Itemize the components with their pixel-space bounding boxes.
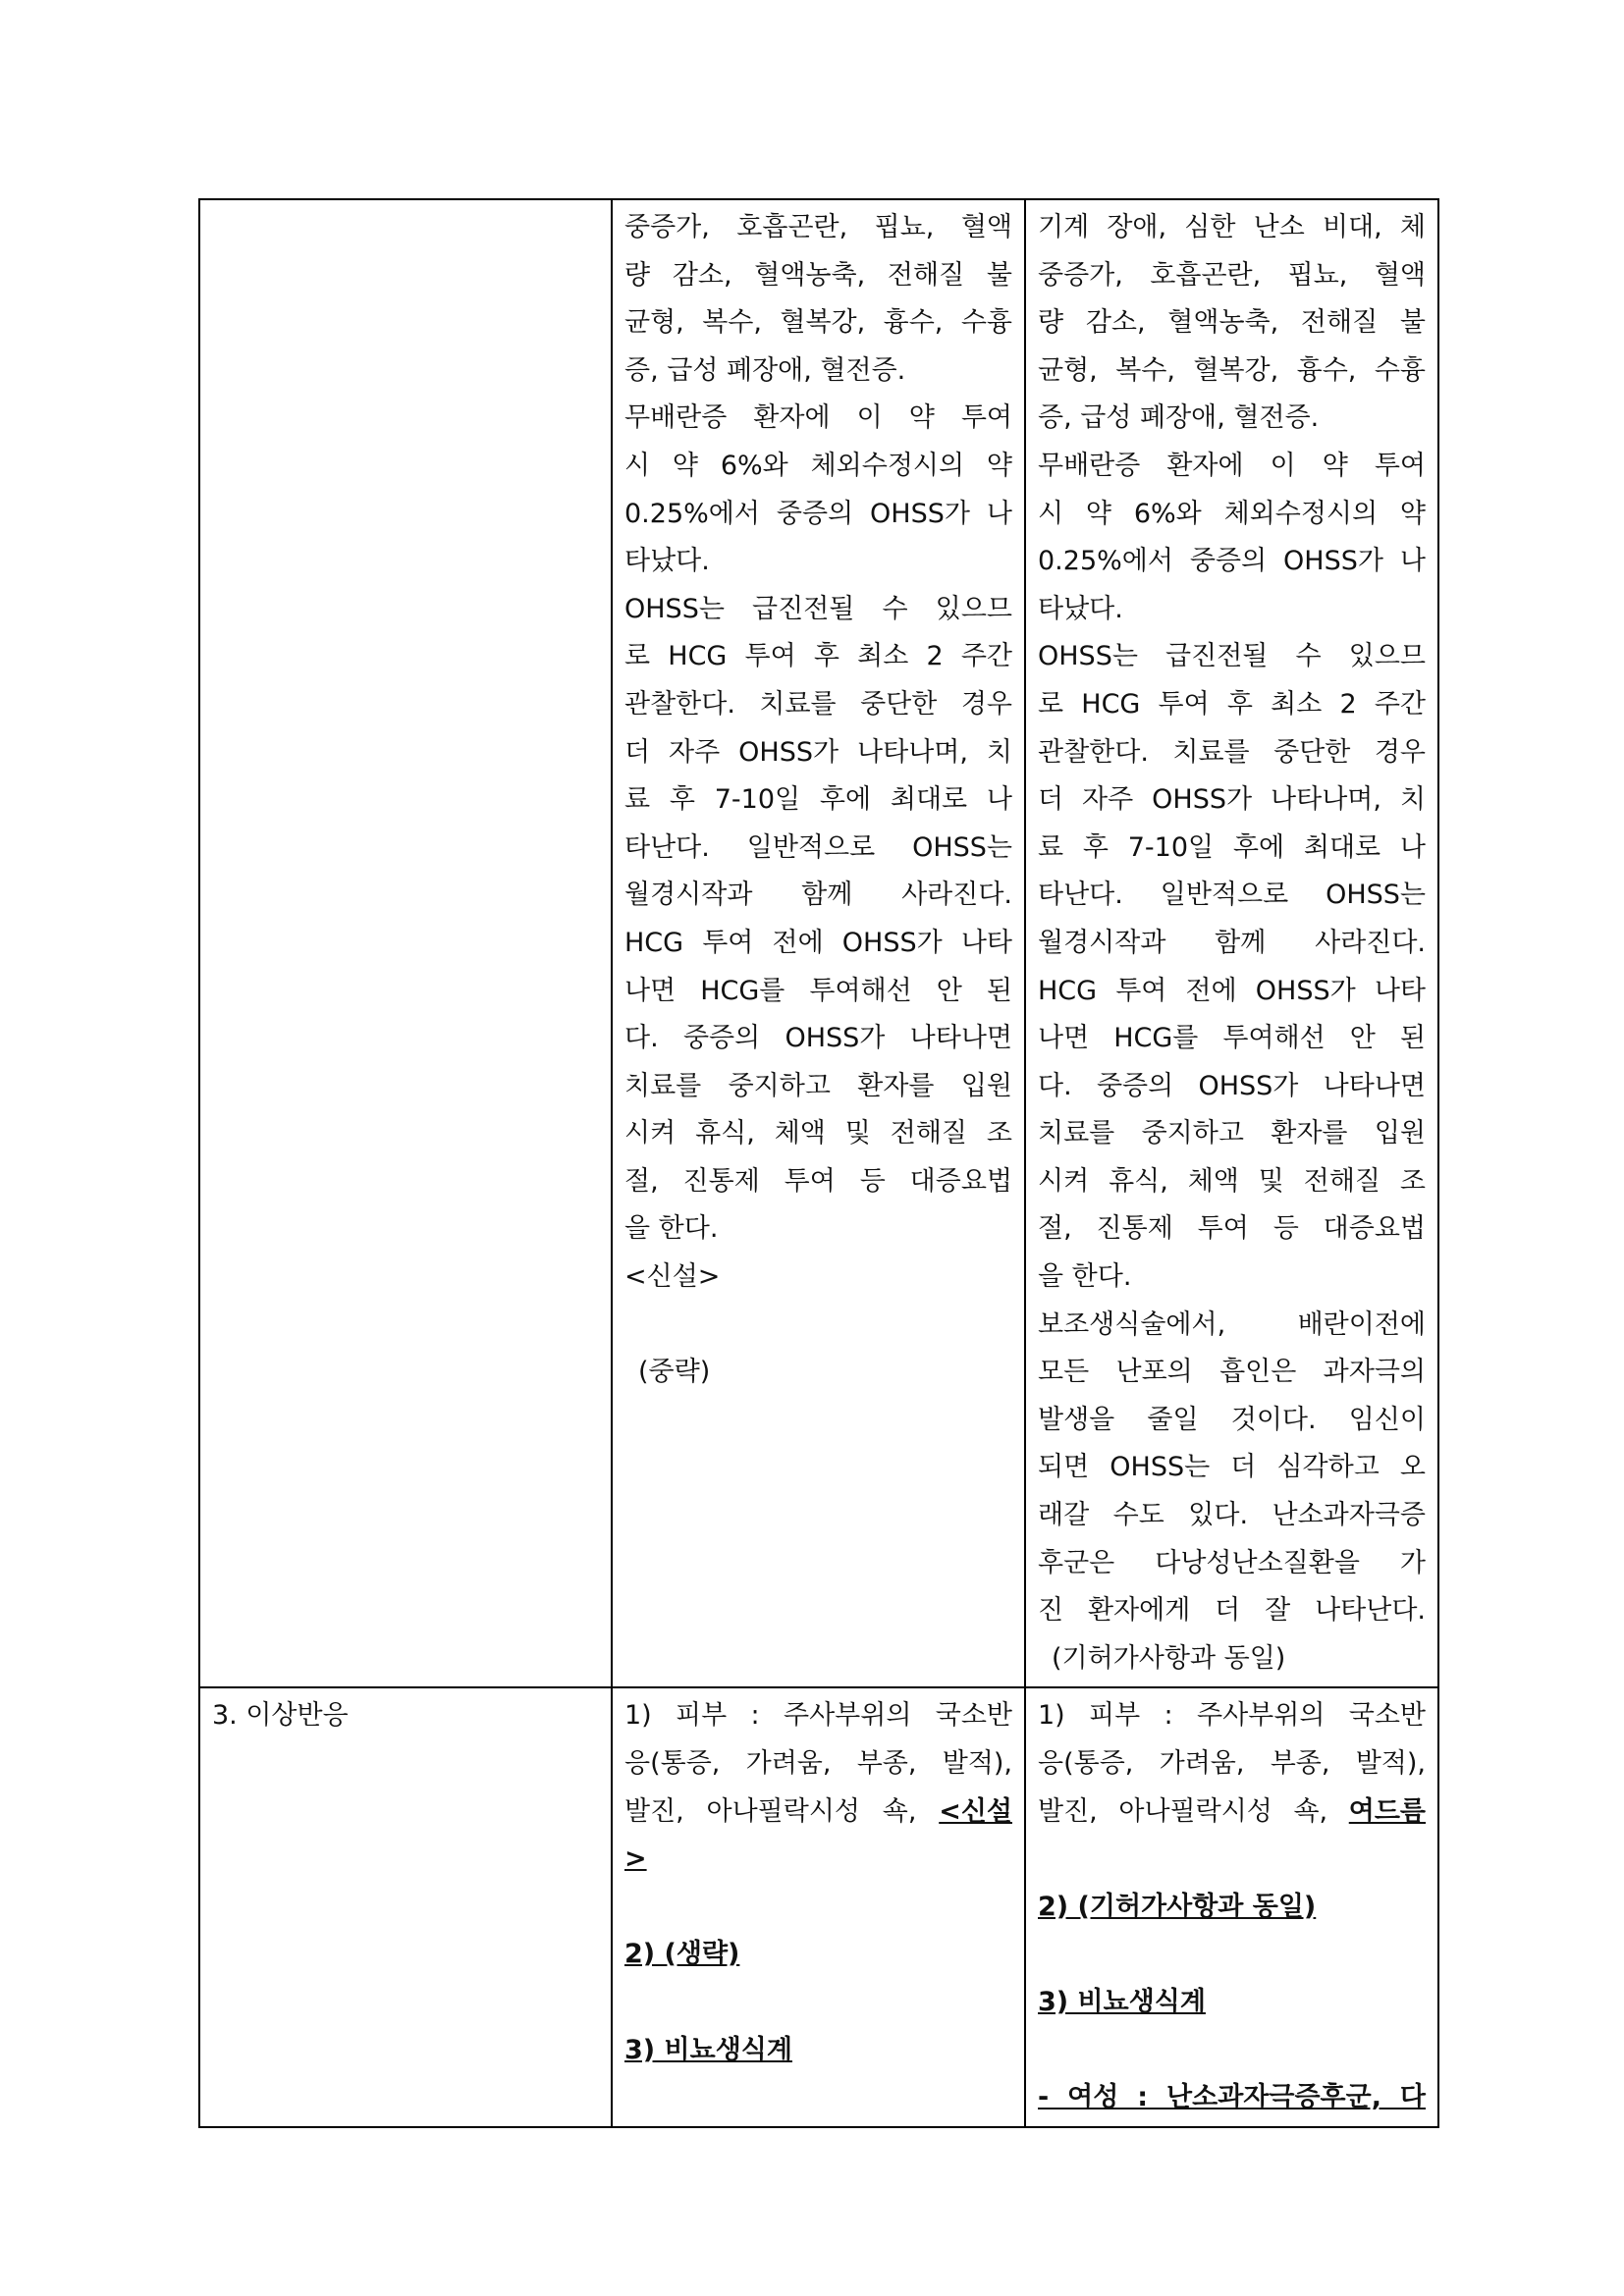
line-text: 발진, 아나필락시성 쇽, [624,1795,940,1827]
text-line [1038,1836,1426,1884]
amended-text: <신설 [939,1795,1012,1827]
text-line: 시켜 휴식, 체액 및 전해질 조 [624,1118,1012,1149]
text-line: 관찰한다. 치료를 중단한 경우 [624,688,1012,720]
text-line: 무배란증 환자에 이 약 투여 [624,402,1012,434]
text-line: 응(통증, 가려움, 부종, 발적), [624,1748,1012,1779]
comparison-table [198,198,1439,2128]
text-line [1038,2027,1426,2075]
text-line: 시 약 6%와 체외수정시의 약 [624,450,1012,481]
text-line: 치료를 중지하고 환자를 입원 [1038,1118,1426,1149]
text-line: 관찰한다. 치료를 중단한 경우 [1038,736,1426,768]
text-line: 타난다. 일반적으로 OHSS는 [624,831,1012,863]
text-line: 3) 비뇨생식계 [1038,1986,1206,2017]
text-line: 치료를 중지하고 환자를 입원 [624,1070,1012,1101]
text-line: 로 HCG 투여 후 최소 2 주간 [624,641,1012,672]
text-line: 다. 중증의 OHSS가 나타나면 [1038,1070,1426,1101]
text-line: 시켜 휴식, 체액 및 전해질 조 [1038,1165,1426,1197]
text-line: 타난다. 일반적으로 OHSS는 [1038,880,1426,911]
text-line: 발생을 줄일 것이다. 임신이 [1038,1404,1426,1435]
text-line: 무배란증 환자에 이 약 투여 [1038,450,1426,481]
table-row [199,199,1438,1687]
text-line: 0.25%에서 중증의 OHSS가 나 [1038,546,1426,577]
text-line: - 여성 : 난소과자극증후군, 다 [1038,2082,1426,2113]
text-line: OHSS는 급진전될 수 있으므 [1038,641,1426,672]
text-line: 나면 HCG를 투여해선 안 된 [1038,1023,1426,1054]
amended-text: 여드름 [1348,1795,1426,1827]
line-text: 발진, 아나필락시성 쇽, [1038,1795,1349,1827]
text-line: <신설> [624,1261,721,1293]
text-line: 균형, 복수, 혈복강, 흉수, 수흉 [624,307,1012,339]
text-line: 래갈 수도 있다. 난소과자극증 [1038,1500,1426,1531]
row2-proposed-cell [1025,1687,1438,2126]
text-line [624,1884,1012,1932]
text-line: 타났다. [624,546,710,577]
text-line: 타났다. [1038,593,1123,624]
text-line: 더 자주 OHSS가 나타나며, 치 [1038,784,1426,816]
text-line: 모든 난포의 흡인은 과자극의 [1038,1357,1426,1388]
text-line [624,1302,1012,1350]
text-line: 응(통증, 가려움, 부종, 발적), [1038,1748,1426,1779]
table-row [199,1687,1438,2126]
text-line: 절, 진통제 투여 등 대증요법 [624,1165,1012,1197]
row2-current-cell [612,1687,1025,2126]
text-line: 료 후 7-10일 후에 최대로 나 [1038,831,1426,863]
text-line [1038,1931,1426,1979]
text-line: 나면 HCG를 투여해선 안 된 [624,975,1012,1006]
text-line: 3) 비뇨생식계 [624,2034,792,2065]
text-line [624,1789,1012,1837]
text-line: 중증가, 호흡곤란, 핍뇨, 혈액 [624,212,1012,242]
text-line: 월경시작과 함께 사라진다. [624,880,1012,911]
text-line [624,1979,1012,2027]
row1-label-cell [199,199,612,1687]
text-line: OHSS는 급진전될 수 있으므 [624,593,1012,624]
text-line: 다. 중증의 OHSS가 나타나면 [624,1023,1012,1054]
text-line: HCG 투여 전에 OHSS가 나타 [1038,975,1426,1006]
text-line: 증, 급성 폐장애, 혈전증. [624,354,906,386]
text-line: 증, 급성 폐장애, 혈전증. [1038,402,1320,434]
text-line: 후군은 다낭성난소질환을 가 [1038,1547,1426,1578]
text-line: 절, 진통제 투여 등 대증요법 [1038,1213,1426,1245]
section-label: 3. 이상반응 [212,1700,349,1732]
text-line: 기계 장애, 심한 난소 비대, 체 [1038,212,1426,242]
text-line: 월경시작과 함께 사라진다. [1038,927,1426,958]
text-line: 량 감소, 혈액농축, 전해질 불 [1038,307,1426,339]
text-line: 보조생식술에서, 배란이전에 [1038,1308,1426,1340]
text-line: 되면 OHSS는 더 심각하고 오 [1038,1452,1426,1483]
text-line: 0.25%에서 중증의 OHSS가 나 [624,498,1012,529]
text-line: (중략) [638,1357,711,1388]
text-line: 로 HCG 투여 후 최소 2 주간 [1038,688,1426,720]
text-line: 진 환자에게 더 잘 나타난다. [1038,1595,1426,1627]
row1-proposed-cell [1025,199,1438,1687]
text-line: > [624,1843,647,1875]
text-line: 료 후 7-10일 후에 최대로 나 [624,784,1012,816]
text-line: 더 자주 OHSS가 나타나며, 치 [624,736,1012,768]
row2-label-cell [199,1687,612,2126]
text-line: 균형, 복수, 혈복강, 흉수, 수흉 [1038,354,1426,386]
text-line: 량 감소, 혈액농축, 전해질 불 [624,259,1012,291]
text-line: 시 약 6%와 체외수정시의 약 [1038,498,1426,529]
text-line: 1) 피부 : 주사부위의 국소반 [624,1700,1012,1732]
text-line: (기허가사항과 동일) [1052,1642,1286,1674]
text-line [1038,1789,1426,1837]
text-line: 을 한다. [624,1213,719,1245]
row1-current-cell [612,199,1025,1687]
text-line: HCG 투여 전에 OHSS가 나타 [624,927,1012,958]
text-line: 중증가, 호흡곤란, 핍뇨, 혈액 [1038,259,1426,291]
text-line: 을 한다. [1038,1261,1132,1293]
text-line: 2) (기허가사항과 동일) [1038,1891,1317,1922]
text-line: 1) 피부 : 주사부위의 국소반 [1038,1700,1426,1732]
text-line: 2) (생략) [624,1939,740,1970]
